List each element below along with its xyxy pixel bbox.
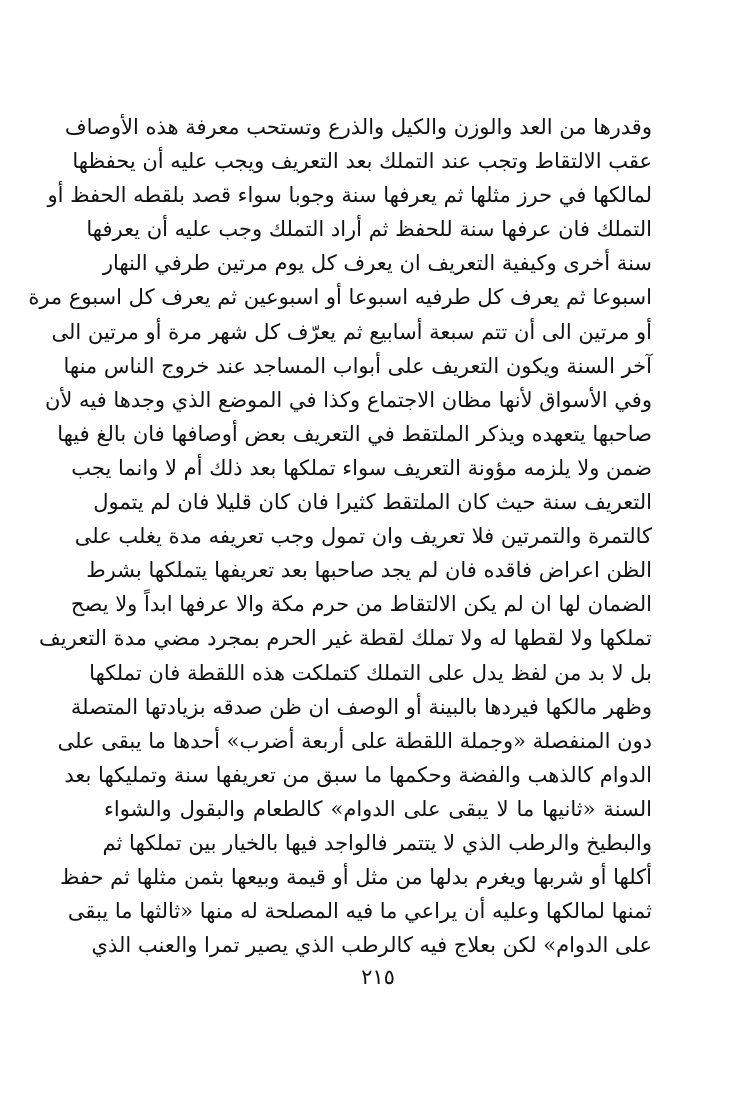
text-line: اسبوعا ثم يعرف كل طرفيه اسبوعا أو اسبوعين ثم يعرف كل اسبوع مرة [28, 285, 652, 310]
text-line: بل لا بد من لفظ يدل على التملك كتملكت هذه اللقطة فان تملكها [89, 660, 652, 685]
text-line: التعريف سنة حيث كان الملتقط كثيرا فان كان قليلا فان لم يتمول [93, 490, 652, 515]
text-line: عقب الالتقاط وتجب عند التملك بعد التعريف ويجب عليه أن يحفظها [72, 149, 652, 174]
text-line: صاحبها يتعهده ويذكر الملتقط في التعريف بعض أوصافها فان بالغ فيها [57, 421, 652, 446]
text-line: وفي الأسواق لأنها مظان الاجتماع وكذا في الموضع الذي وجدها فيه لأن [44, 387, 652, 412]
text-line: ثمنها لمالكها وعليه أن يراعي ما فيه المصلحة له منها «ثالثها ما يبقى [67, 899, 652, 924]
text-line: ضمن ولا يلزمه مؤونة التعريف سواء تملكها بعد ذلك أم لا وانما يجب [71, 455, 652, 480]
text-line: آخر السنة ويكون التعريف على أبواب المساجد عند خروج الناس منها [63, 353, 652, 378]
text-line: الدوام كالذهب والفضة وحكمها ما سبق من تعريفها سنة وتمليكها بعد [64, 762, 652, 787]
text-line: أو مرتين الى أن تتم سبعة أسابيع ثم يعرّف كل شهر مرة أو مرتين الى [51, 319, 652, 344]
body-text [28, 110, 652, 962]
text-line: أكلها أو شربها ويغرم بدلها من مثل أو قيمة وبيعها بثمن مثلها ثم حفظ [59, 865, 652, 890]
text-line: لمالكها في حرز مثلها ثم يعرفها سنة وجوبا سواء قصد بلقطه الحفظ أو [47, 183, 652, 208]
text-line: تملكها ولا لقطها له ولا تملك لقطة غير الحرم بمجرد مضي مدة التعريف [39, 626, 652, 651]
text-line: والبطيخ والرطب الذي لا يتتمر فالواجد فيها بالخيار بين تملكها ثم [102, 830, 652, 855]
text-line: الضمان لها ان لم يكن الالتقاط من حرم مكة والا عرفها ابداً ولا يصح [70, 592, 652, 617]
text-line: السنة «ثانيها ما لا يبقى على الدوام» كالطعام والبقول والشواء [104, 796, 652, 821]
text-line: الظن اعراض فاقده فان لم يجد صاحبها بعد تعريفها يتملكها بشرط [86, 558, 652, 583]
text-line: كالتمرة والتمرتين فلا تعريف وان تمول وجب تعريفه مدة يغلب على [74, 524, 652, 549]
text-line: على الدوام» لكن بعلاج فيه كالرطب الذي يصير تمرا والعنب الذي [91, 933, 652, 958]
text-line: سنة أخرى وكيفية التعريف ان يعرف كل يوم مرتين طرفي النهار [102, 251, 652, 276]
page-number: ٢١٥ [361, 965, 395, 989]
text-line: التملك فان عرفها سنة للحفظ ثم أراد التملك وجب عليه أن يعرفها [86, 217, 652, 242]
text-line: وقدرها من العد والوزن والكيل والذرع وتستحب معرفة هذه الأوصاف [64, 115, 652, 139]
text-line: وظهر مالكها فيردها بالبينة أو الوصف ان ظن صدقه بزيادتها المتصلة [70, 694, 652, 719]
text-line: دون المنفصلة «وجملة اللقطة على أربعة أضرب» أحدها ما يبقى على [57, 728, 652, 753]
